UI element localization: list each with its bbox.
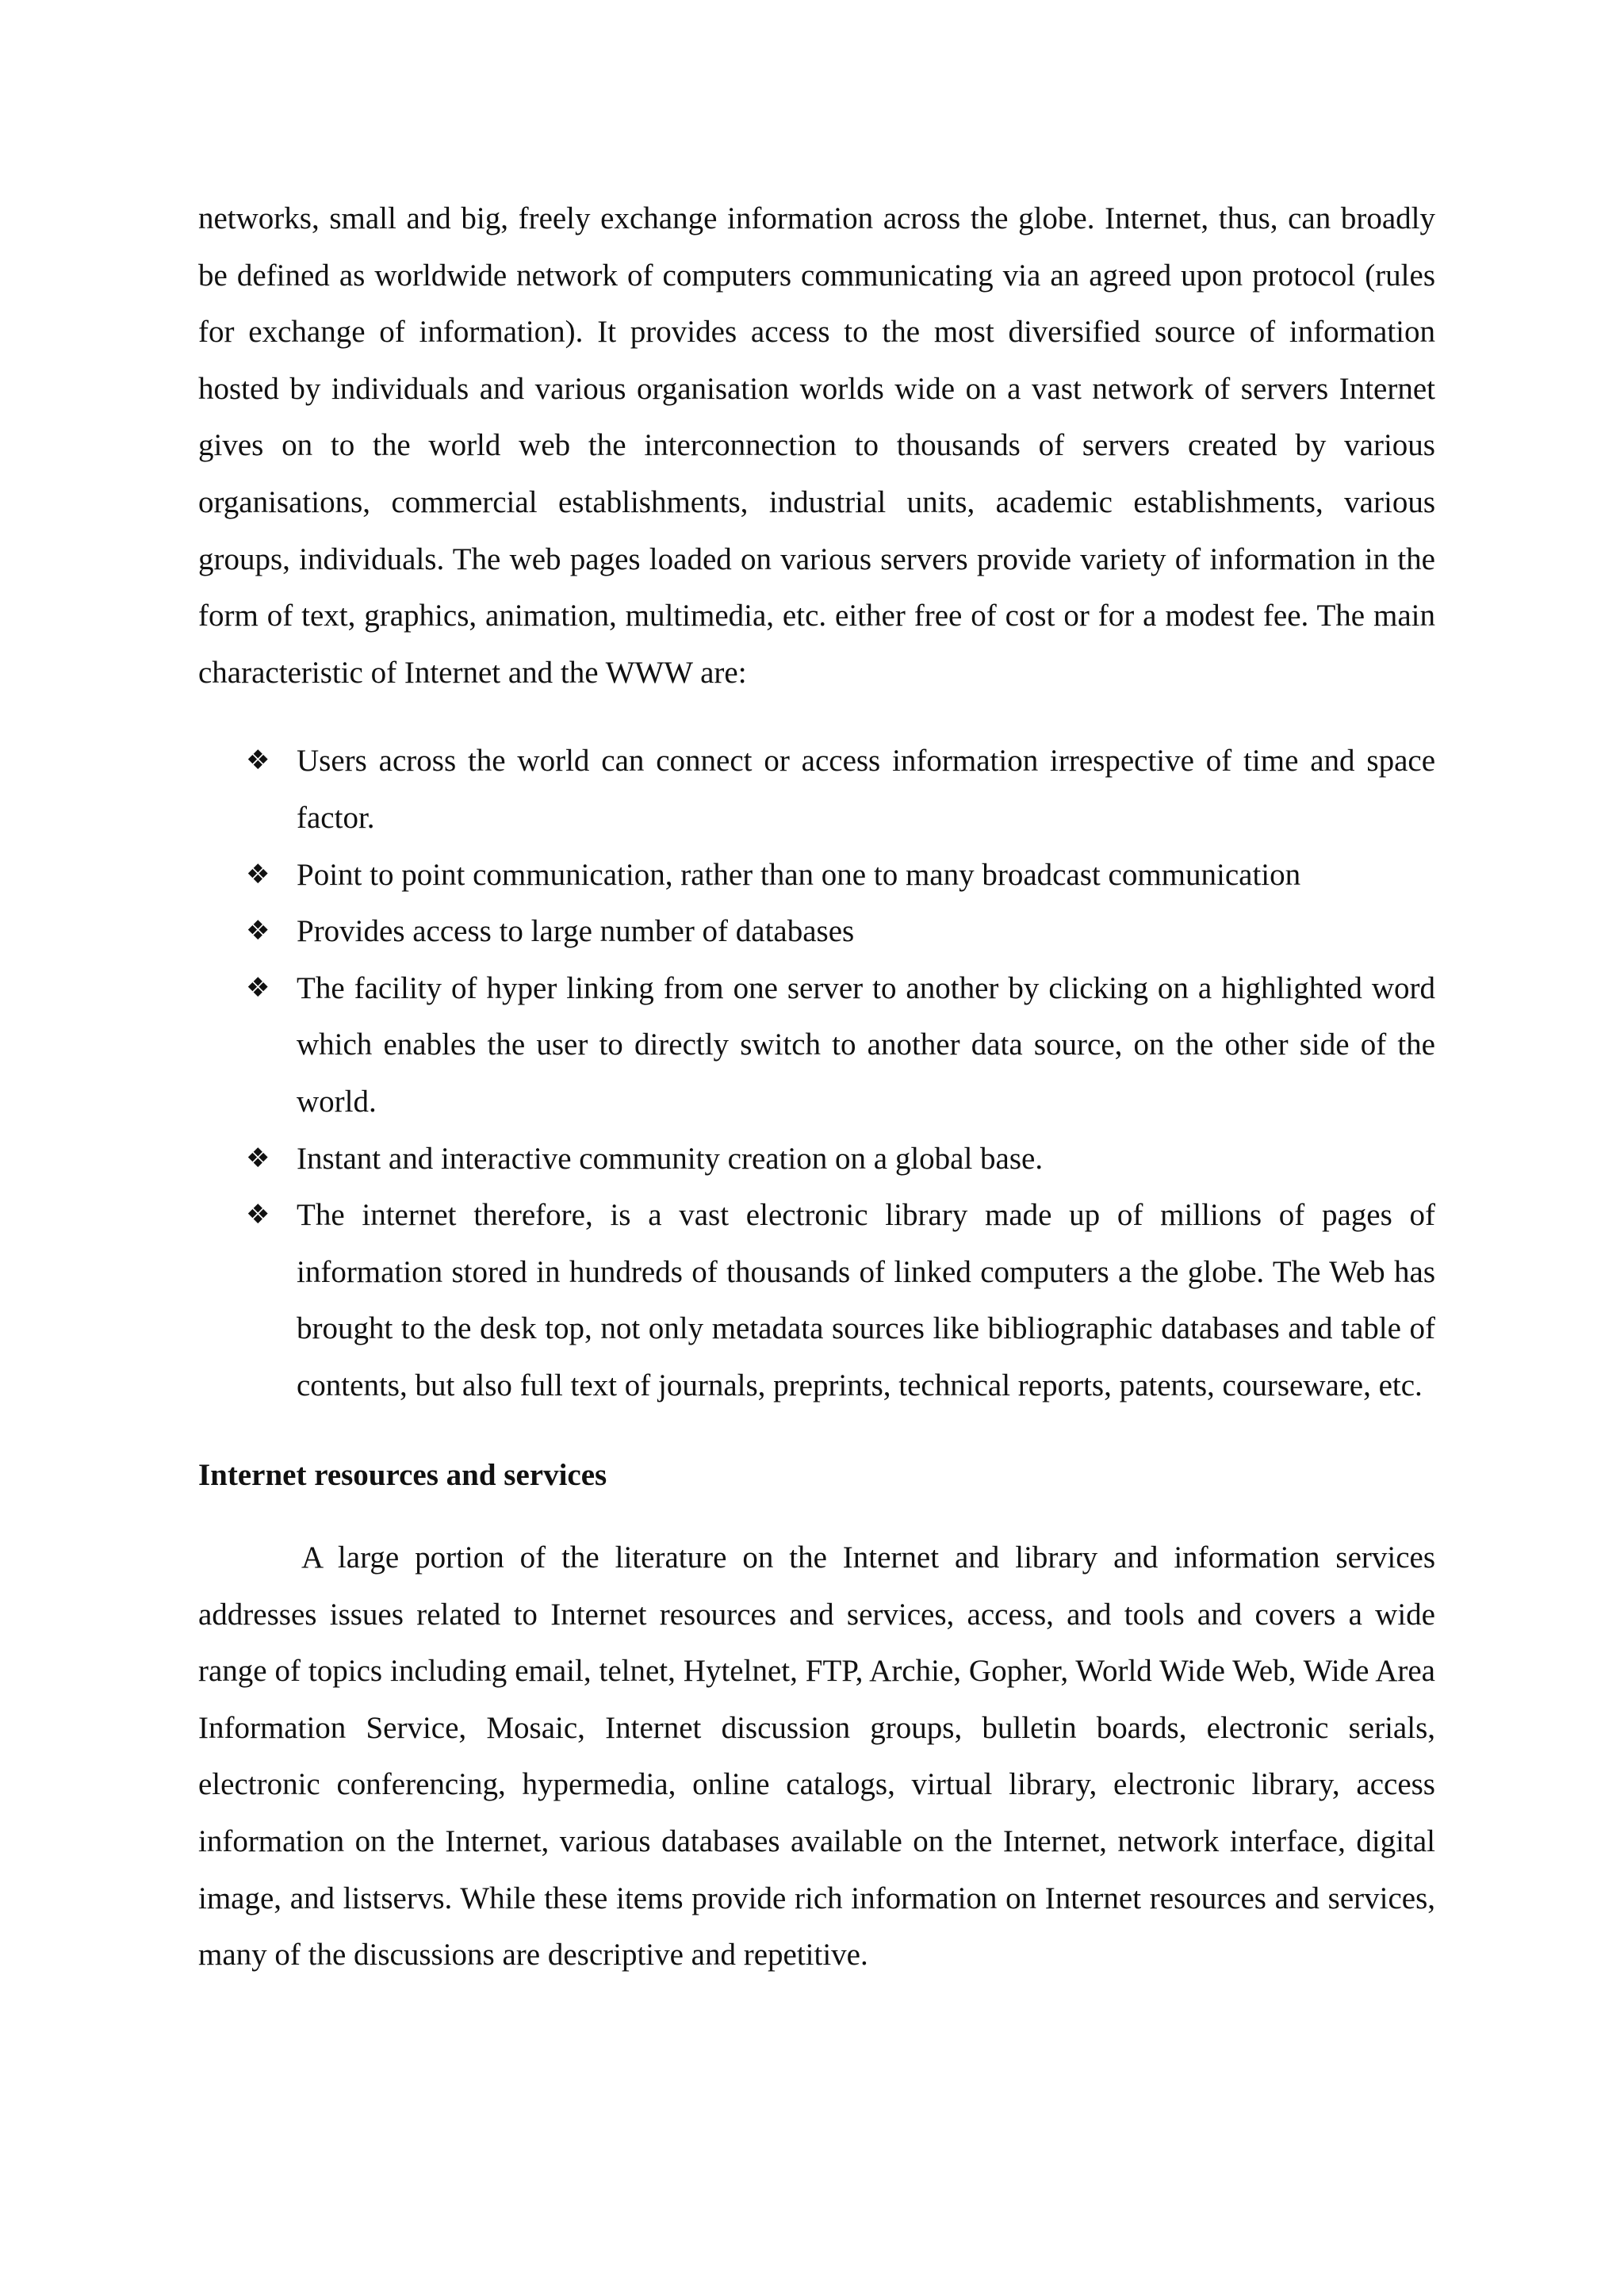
section-paragraph: A large portion of the literature on the Internet and library and information services addresses issues related to Internet resources and services, access, and tools and covers a wide range of topics including email, telnet, Hytelnet, FTP, Archie, Gopher, World Wide Web, Wide Area Information Service, Mosaic, Internet discussion groups, bulletin boards, electronic serials, electronic conferencing, hypermedia, online catalogs, virtual library, electronic library, access information on the Internet, various databases available on the Internet, network interface, digital image, and listservs. While these items provide rich information on Internet resources and services, many of the discussions are descriptive and repetitive.: [198, 1540, 1435, 1973]
list-item: [198, 1187, 1435, 1414]
list-item-text: Instant and interactive community creation on a global base.: [297, 1141, 1044, 1176]
list-item: [198, 733, 1435, 846]
list-item: [198, 903, 1435, 960]
diamond-bullet-icon: ❖: [246, 1199, 270, 1231]
list-item-text: The internet therefore, is a vast electronic library made up of millions of pages of information stored in hundreds of thousands of linked computers a the globe. The Web has brought to the desk top, not only metadata sources like bibliographic databases and table of contents, but also full text of journals, preprints, technical reports, patents, courseware, etc.: [297, 1198, 1435, 1402]
list-item-text: Users across the world can connect or access information irrespective of time and space factor.: [297, 744, 1435, 835]
section-heading: Internet resources and services: [198, 1458, 607, 1493]
list-item-text: The facility of hyper linking from one server to another by clicking on a highlighted word which enables the user to directly switch to another data source, on the other side of the world.: [297, 970, 1435, 1119]
diamond-bullet-icon: ❖: [246, 1142, 270, 1174]
list-item: [198, 960, 1435, 1131]
diamond-bullet-icon: ❖: [246, 915, 270, 947]
diamond-bullet-icon: ❖: [246, 971, 270, 1004]
list-item-text: Provides access to large number of databases: [297, 914, 855, 949]
list-item-text: Point to point communication, rather than one to many broadcast communication: [297, 857, 1301, 892]
diamond-bullet-icon: ❖: [246, 858, 270, 890]
list-item: [198, 847, 1435, 904]
list-item: [198, 1131, 1435, 1188]
feature-list: [198, 733, 1435, 1414]
intro-paragraph: networks, small and big, freely exchange information across the globe. Internet, thus, can broadly be defined as worldwide network of computers communicating via an agreed upon protocol (rules for exchange of information). It provides access to the most diversified source of information hosted by individuals and various organisation worlds wide on a vast network of servers Internet gives on to the world web the interconnection to thousands of servers created by various organisations, commercial establishments, industrial units, academic establishments, various groups, individuals. The web pages loaded on various servers provide variety of information in the form of text, graphics, animation, multimedia, etc. either free of cost or for a modest fee. The main characteristic of Internet and the WWW are:: [198, 201, 1435, 690]
document-page: [198, 190, 1435, 1984]
diamond-bullet-icon: ❖: [246, 744, 270, 777]
